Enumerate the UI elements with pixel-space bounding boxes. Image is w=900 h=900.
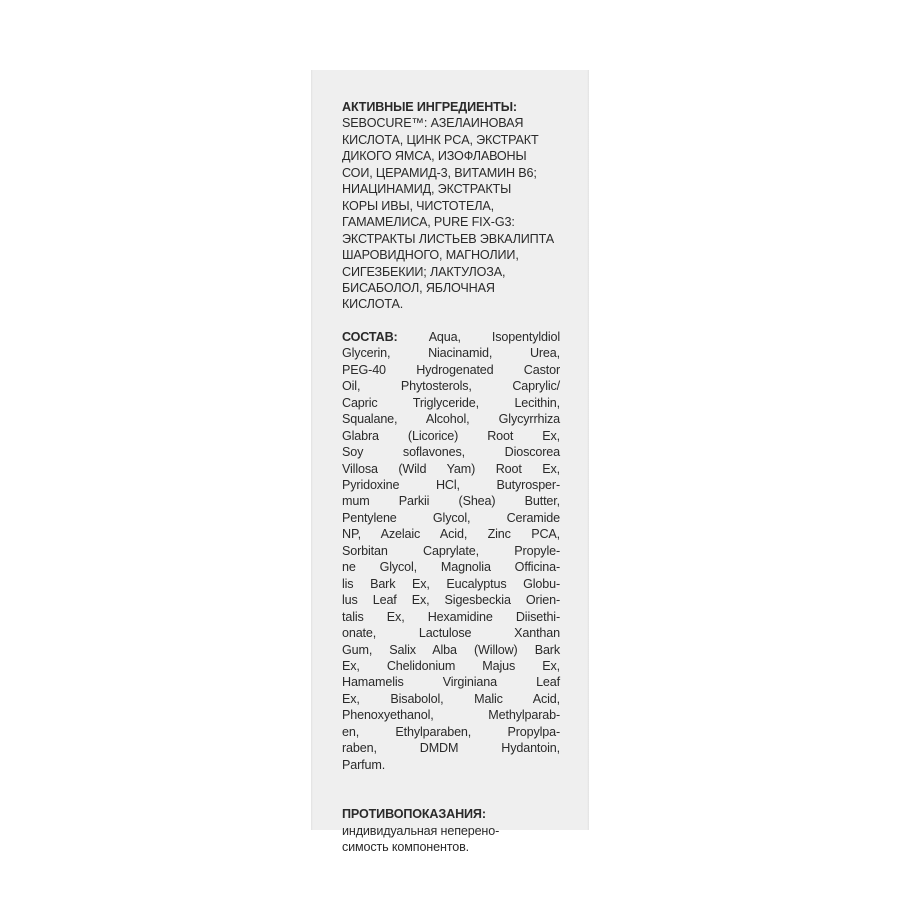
- active-ingredients-heading: АКТИВНЫЕ ИНГРЕДИЕНТЫ:: [342, 100, 517, 114]
- composition-line: Soy soflavones, Dioscorea: [342, 445, 560, 460]
- panel-shadow-left: [311, 70, 313, 830]
- composition-line: Pentylene Glycol, Ceramide: [342, 510, 560, 525]
- composition-line: ne Glycol, Magnolia Officina-: [342, 560, 560, 575]
- composition-section: [342, 329, 560, 773]
- active-ingredients-line: КОРЫ ИВЫ, ЧИСТОТЕЛА,: [342, 198, 494, 213]
- label-text: [342, 99, 560, 855]
- composition-heading: СОСТАВ:: [342, 329, 398, 344]
- active-ingredients-line: СИГЕЗБЕКИИ; ЛАКТУЛОЗА,: [342, 264, 506, 279]
- composition-line: PEG-40 Hydrogenated Castor: [342, 362, 560, 377]
- composition-line: Villosa (Wild Yam) Root Ex,: [342, 461, 560, 476]
- composition-line: Ex, Bisabolol, Malic Acid,: [342, 691, 560, 706]
- packaging-panel: [311, 70, 589, 855]
- composition-first-line: [342, 329, 560, 345]
- contraindications-line: симость компонентов.: [342, 840, 469, 855]
- composition-line: raben, DMDM Hydantoin,: [342, 741, 560, 756]
- contraindications-section: [342, 806, 560, 855]
- composition-line: lis Bark Ex, Eucalyptus Globu-: [342, 576, 560, 591]
- active-ingredients-line: ДИКОГО ЯМСА, ИЗОФЛАВОНЫ: [342, 149, 527, 164]
- composition-line: Glycerin, Niacinamid, Urea,: [342, 346, 560, 361]
- active-ingredients-line: БИСАБОЛОЛ, ЯБЛОЧНАЯ: [342, 280, 495, 295]
- composition-line: Phenoxyethanol, Methylparab-: [342, 708, 560, 723]
- composition-line: Glabra (Licorice) Root Ex,: [342, 428, 560, 443]
- active-ingredients-line: SEBOCURE™: АЗЕЛАИНОВАЯ: [342, 116, 524, 131]
- active-ingredients-line: ШАРОВИДНОГО, МАГНОЛИИ,: [342, 248, 519, 263]
- active-ingredients-line: КИСЛОТА, ЦИНК PCA, ЭКСТРАКТ: [342, 132, 539, 147]
- active-ingredients-line: СОИ, ЦЕРАМИД-3, ВИТАМИН В6;: [342, 165, 537, 180]
- composition-line: Hamamelis Virginiana Leaf: [342, 675, 560, 690]
- composition-line: Gum, Salix Alba (Willow) Bark: [342, 642, 560, 657]
- composition-line: Sorbitan Caprylate, Propyle-: [342, 543, 560, 558]
- contraindications-heading: ПРОТИВОПОКАЗАНИЯ:: [342, 807, 486, 822]
- composition-line: onate, Lactulose Xanthan: [342, 626, 560, 641]
- active-ingredients-line: ГАМАМЕЛИСА, PURE FIX-G3:: [342, 215, 515, 230]
- composition-line: Oil, Phytosterols, Caprylic/: [342, 379, 560, 394]
- composition-line: NP, Azelaic Acid, Zinc PCA,: [342, 527, 560, 542]
- composition-line: Squalane, Alcohol, Glycyrrhiza: [342, 412, 560, 427]
- panel-shadow-right: [587, 70, 589, 830]
- composition-line: lus Leaf Ex, Sigesbeckia Orien-: [342, 593, 560, 608]
- active-ingredients-line: НИАЦИНАМИД, ЭКСТРАКТЫ: [342, 182, 512, 197]
- composition-line: talis Ex, Hexamidine Diisethi-: [342, 609, 560, 624]
- active-ingredients-line: КИСЛОТА.: [342, 297, 404, 312]
- composition-line: Ex, Chelidonium Majus Ex,: [342, 658, 560, 673]
- composition-line: mum Parkii (Shea) Butter,: [342, 494, 560, 509]
- composition-line: Parfum.: [342, 757, 386, 772]
- composition-line: Capric Triglyceride, Lecithin,: [342, 395, 560, 410]
- composition-first-line-text: Aqua, Isopentyldiol: [428, 329, 560, 344]
- composition-line: en, Ethylparaben, Propylpa-: [342, 724, 560, 739]
- contraindications-line: индивидуальная неперено-: [342, 823, 500, 838]
- composition-line: Pyridoxine HCl, Butyrosper-: [342, 477, 560, 492]
- active-ingredients-section: [342, 99, 560, 313]
- active-ingredients-line: ЭКСТРАКТЫ ЛИСТЬЕВ ЭВКАЛИПТА: [342, 231, 554, 246]
